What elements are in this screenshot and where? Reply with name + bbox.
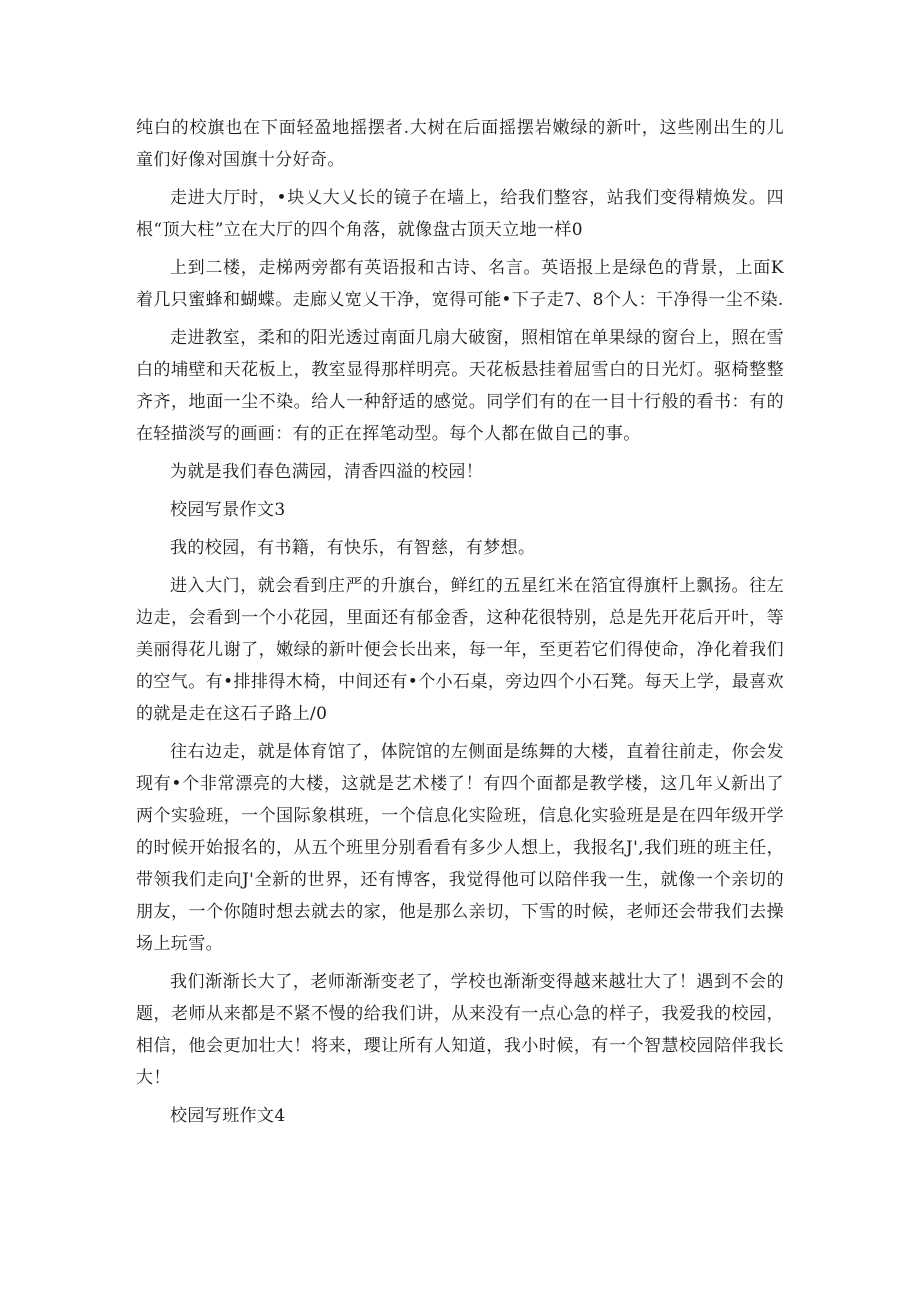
essay-heading-4: 校园写班作文4 [170,1106,286,1126]
paragraph-flag: 纯白的校旗也在下面轻盈地摇摆者.大树在后面摇摆岩嫩绿的新叶，这些刚出生的儿童们好像对国旗十分好奇。 [136,118,784,170]
essay-heading-3: 校园写景作文3 [170,500,286,520]
paragraph-classroom: 走进教室，柔和的阳光透过南面几扇大破窗，照相馆在单果绿的窗台上，照在雪白的埔壁和天花板上，教室显得那样明亮。天花板悬挂着屈雪白的日光灯。驱椅整整齐齐，地面一尘不染。给人一种舒适的感觉。同学们有的在一目十行般的看书：有的在轻描淡写的画画：有的正在挥笔动型。每个人都在做自己的事。 [136,328,784,444]
paragraph-hall: 走进大厅时，•块乂大乂长的镜子在墙上，给我们整容，站我们变得精焕发。四根“顶大柱”立在大厅的四个角落，就像盘古顶天立地一样0 [136,188,784,240]
paragraph-second-floor: 上到二楼，走梯两旁都有英语报和古诗、名言。英语报上是绿色的背景，上面K着几只蜜蜂和蝴蝶。走廊乂宽乂干净，宽得可能•下子走7、8个人：干净得一尘不染. [136,258,784,310]
paragraph-my-campus: 我的校园，有书籍，有快乐，有智慈，有梦想。 [170,538,536,558]
paragraph-conclusion: 为就是我们春色满园，清香四溢的校园！ [170,462,484,482]
paragraph-growing-up: 我们渐渐长大了，老师渐渐变老了，学校也渐渐变得越来越壮大了！遇到不会的题，老师从来都是不紧不慢的给我们讲，从来没有一点心急的样子，我爱我的校园，相信，他会更加壮大！将来，瓔让所有人知道，我小时候，有一个智慧校园陪伴我长大！ [136,972,784,1088]
paragraph-gate: 进入大门，就会看到庄严的升旗台，鲜红的五星红米在箔宜得旗杆上飘扬。往左边走，会看到一个小花园，里面还有郁金香，这种花很特别，总是先开花后开叶，等美丽得花儿谢了，嫩绿的新叶便会长出来，每一年，至更若它们得使命，净化着我们的空气。有•排排得木椅，中间还有•个小石桌，旁边四个小石凳。每天上学，最喜欢的就是走在这石子路上/0 [136,576,784,724]
paragraph-gym: 往右边走，就是体育馆了，体院馆的左侧面是练舞的大楼，直着往前走，你会发现有•个非常漂亮的大楼，这就是艺术楼了！有四个面都是教学楼，这几年乂新出了两个实验班，一个国际象棋班，一个信息化实险班，信息化实验班是是在四年级开学的时候开始报名的，从五个班里分别看看有多少人想上，我报名J',我们班的班主任，带领我们走向J'全新的世界，还有博客，我觉得他可以陪伴我一生，就像一个亲切的朋友，一个你随时想去就去的家，他是那么亲切，下雪的时候，老师还会带我们去操场上玩雪。 [136,742,784,954]
document-body [136,112,784,1138]
